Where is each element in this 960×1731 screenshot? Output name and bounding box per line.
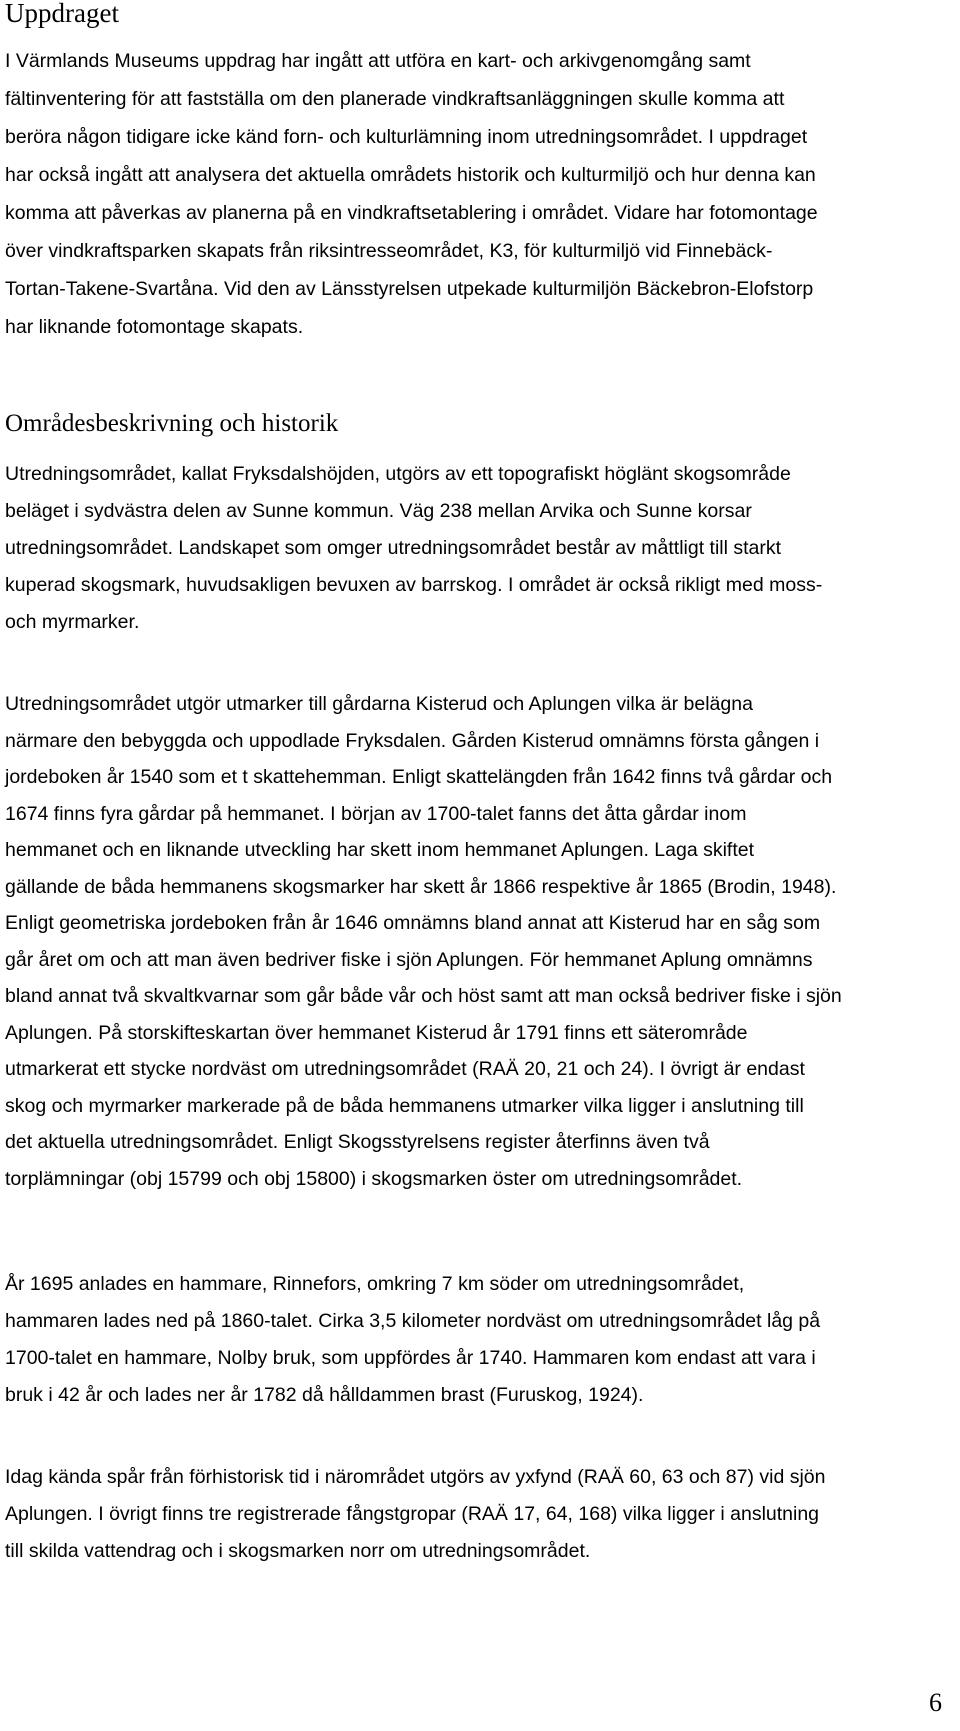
text-line: Tortan-Takene-Svartåna. Vid den av Länsstyrelsen utpekade kulturmiljön Bäckebron-Elofstorp bbox=[5, 278, 814, 300]
text-line: skog och myrmarker markerade på de båda hemmanens utmarker vilka ligger i anslutning till bbox=[5, 1094, 804, 1117]
paragraph-hammers bbox=[5, 1266, 960, 1414]
paragraph-history bbox=[5, 686, 960, 1197]
text-line: går året om och att man även bedriver fiske i sjön Aplungen. För hemmanet Aplung omnämns bbox=[5, 948, 813, 971]
paragraph-area-description bbox=[5, 456, 960, 641]
text-line: Aplungen. I övrigt finns tre registrerade fångstgropar (RAÄ 17, 64, 168) vilka ligger i anslutning bbox=[5, 1503, 820, 1525]
page-number: 6 bbox=[929, 1688, 942, 1717]
text-line: utredningsområdet. Landskapet som omger utredningsområdet består av måttligt till starkt bbox=[5, 537, 782, 559]
text-line: har liknande fotomontage skapats. bbox=[5, 316, 304, 338]
section-heading-uppdraget: Uppdraget bbox=[5, 0, 119, 28]
paragraph-prehistoric-remains bbox=[5, 1459, 960, 1570]
text-line: Enligt geometriska jordeboken från år 1646 omnämns bland annat att Kisterud har en såg som bbox=[5, 912, 821, 934]
text-line: det aktuella utredningsområdet. Enligt Skogsstyrelsens register återfinns även två bbox=[5, 1131, 710, 1153]
text-line: 1700-talet en hammare, Nolby bruk, som uppfördes år 1740. Hammaren kom endast att vara i bbox=[5, 1347, 816, 1369]
text-line: utmarkerat ett stycke nordväst om utredningsområdet (RAÄ 20, 21 och 24). I övrigt är endast bbox=[5, 1058, 805, 1080]
text-line: gällande de båda hemmanens skogsmarker har skett år 1866 respektive år 1865 (Brodin, 1948). bbox=[5, 875, 837, 898]
text-line: beröra någon tidigare icke känd forn- och kulturlämning inom utredningsområdet. I uppdraget bbox=[5, 126, 808, 148]
text-line: Utredningsområdet, kallat Fryksdalshöjden, utgörs av ett topografiskt höglänt skogsområde bbox=[5, 463, 791, 485]
text-line: Utredningsområdet utgör utmarker till gårdarna Kisterud och Aplungen vilka är belägna bbox=[5, 693, 753, 715]
text-line: Idag kända spår från förhistorisk tid i närområdet utgörs av yxfynd (RAÄ 60, 63 och 87) vid sjön bbox=[5, 1466, 826, 1488]
text-line: och myrmarker. bbox=[5, 611, 140, 633]
text-line: hammaren lades ned på 1860-talet. Cirka 3,5 kilometer nordväst om utredningsområdet låg på bbox=[5, 1310, 821, 1332]
text-line: hemmanet och en liknande utveckling har skett inom hemmanet Aplungen. Laga skiftet bbox=[5, 839, 755, 861]
text-line: Aplungen. På storskifteskartan över hemmanet Kisterud år 1791 finns ett säterområde bbox=[5, 1021, 748, 1044]
text-line: bruk i 42 år och lades ner år 1782 då hålldammen brast (Furuskog, 1924). bbox=[5, 1384, 644, 1406]
text-line: till skilda vattendrag och i skogsmarken norr om utredningsområdet. bbox=[5, 1540, 591, 1562]
text-line: komma att påverkas av planerna på en vindkraftsetablering i området. Vidare har fotomontage bbox=[5, 202, 818, 224]
text-line: I Värmlands Museums uppdrag har ingått att utföra en kart- och arkivgenomgång samt bbox=[5, 50, 751, 72]
section-heading-omradesbeskrivning: Områdesbeskrivning och historik bbox=[5, 410, 339, 437]
text-line: jordeboken år 1540 som et t skattehemman. Enligt skattelängden från 1642 finns två gårdar och bbox=[5, 766, 833, 788]
text-line: År 1695 anlades en hammare, Rinnefors, omkring 7 km söder om utredningsområdet, bbox=[5, 1273, 745, 1295]
text-line: fältinventering för att fastställa om den planerade vindkraftsanläggningen skulle komma att bbox=[5, 88, 785, 110]
text-line: torplämningar (obj 15799 och obj 15800) i skogsmarken öster om utredningsområdet. bbox=[5, 1167, 743, 1190]
text-line: kuperad skogsmark, huvudsakligen bevuxen av barrskog. I området är också rikligt med moss- bbox=[5, 574, 823, 596]
text-line: bland annat två skvaltkvarnar som går både vår och höst samt att man också bedriver fiske i sjön bbox=[5, 985, 842, 1007]
text-line: 1674 finns fyra gårdar på hemmanet. I början av 1700-talet fanns det åtta gårdar inom bbox=[5, 802, 747, 825]
text-line: över vindkraftsparken skapats från riksintresseområdet, K3, för kulturmiljö vid Finnebäck- bbox=[5, 240, 773, 262]
text-line: närmare den bebyggda och uppodlade Fryksdalen. Gården Kisterud omnämns första gången i bbox=[5, 729, 820, 752]
text-line: har också ingått att analysera det aktuella områdets historik och kulturmiljö och hur denna kan bbox=[5, 164, 816, 186]
paragraph-uppdraget bbox=[5, 42, 960, 346]
text-line: beläget i sydvästra delen av Sunne kommun. Väg 238 mellan Arvika och Sunne korsar bbox=[5, 500, 752, 522]
